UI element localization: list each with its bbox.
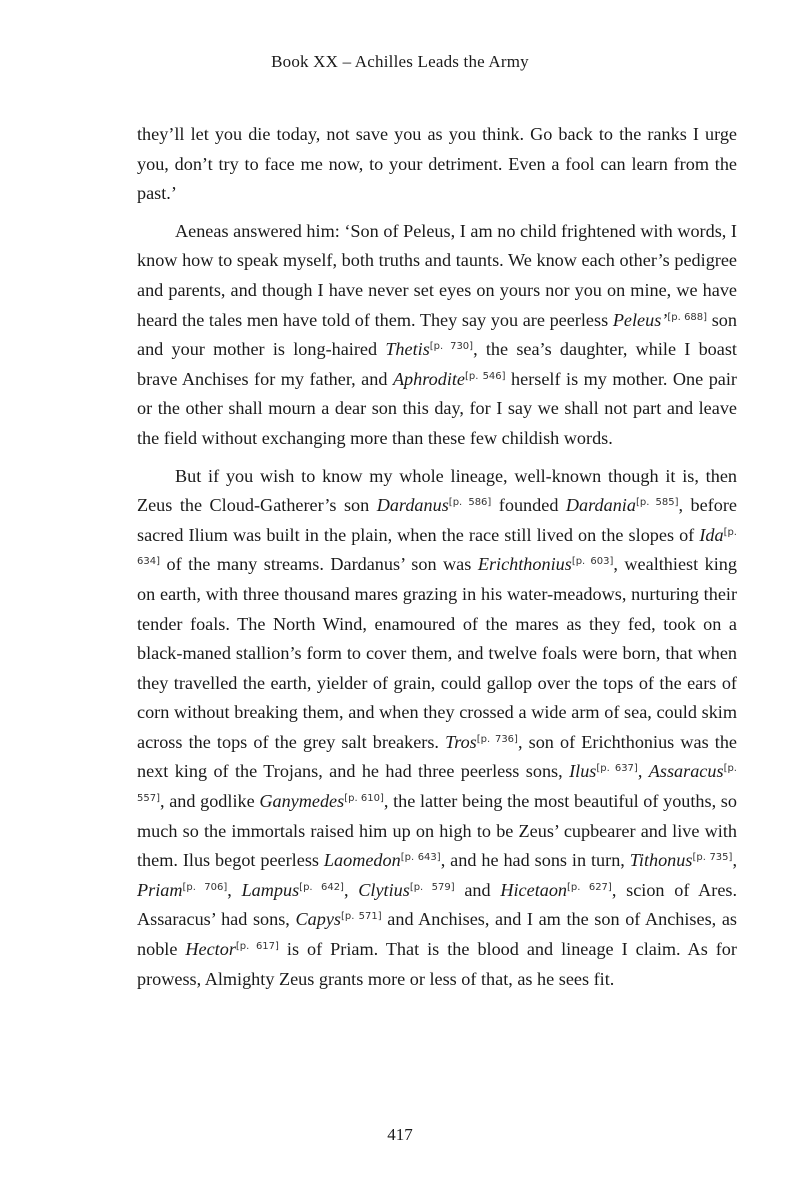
paragraph — [137, 217, 737, 454]
proper-name: Hector — [185, 939, 236, 960]
index-page-reference: [p. 586] — [448, 497, 492, 509]
body-text — [137, 120, 737, 1002]
text-run: , and godlike — [160, 791, 260, 812]
index-page-reference: [p. 603] — [571, 556, 614, 568]
index-page-reference: [p. 571] — [340, 911, 382, 923]
text-run: But if you wish to know my whole lineage, well-known though it is, then Zeus the Cloud-Gatherer’s son — [137, 465, 737, 516]
proper-name: Hicetaon — [500, 879, 568, 900]
text-run: , — [732, 850, 737, 871]
text-run: herself is my mother. One pair or the other shall mourn a dear son this day, for I say we shall not part and leave the field without exchanging more than these few childish words. — [137, 368, 737, 448]
text-run: founded — [491, 495, 566, 516]
text-run: and — [454, 879, 501, 900]
proper-name: Tithonus — [629, 850, 693, 871]
proper-name: Tros — [445, 731, 477, 752]
proper-name: Dardanus — [376, 495, 449, 516]
text-run: , and he had sons in turn, — [440, 850, 630, 871]
index-page-reference: [p. 642] — [299, 881, 344, 893]
index-page-reference: [p. 546] — [465, 370, 506, 382]
proper-name: Assaracus — [648, 761, 724, 782]
proper-name: Peleus’ — [612, 309, 668, 330]
text-run: son and your mother is long-haired — [137, 309, 737, 360]
text-run: they’ll let you die today, not save you as you think. Go back to the ranks I urge you, don’t try to face me now, to your detriment. Even a fool can learn from the past.’ — [137, 124, 737, 204]
text-run: , — [343, 879, 359, 900]
proper-name: Priam — [137, 879, 183, 900]
index-page-reference: [p. 643] — [400, 852, 441, 864]
text-run: , — [637, 761, 649, 782]
paragraph — [137, 462, 737, 995]
text-run: , the sea’s daughter, while I boast brave Anchises for my father, and — [137, 339, 737, 389]
paragraph — [137, 120, 737, 209]
proper-name: Erichthonius — [477, 554, 572, 575]
text-run: and Anchises, and I am the son of Anchises, as noble — [137, 909, 737, 960]
page-number: 417 — [387, 1125, 413, 1144]
running-header: Book XX – Achilles Leads the Army — [271, 52, 529, 71]
proper-name: Ida — [699, 524, 724, 545]
text-run: Aeneas answered him: ‘Son of Peleus, I am no child frightened with words, I know how to speak myself, both truths and taunts. We know each other’s pedigree and parents, and though I have never set eyes on yours nor you on mine, we have heard the tales men have told of them. They say you are peerless — [137, 220, 737, 330]
text-run: , son of Erichthonius was the next king of the Trojans, and he had three peerless sons, — [137, 731, 737, 782]
text-run: of the many streams. Dardanus’ son was — [160, 554, 478, 575]
index-page-reference: [p. 736] — [476, 733, 518, 745]
proper-name: Dardania — [565, 495, 636, 516]
index-page-reference: [p. 730] — [429, 341, 474, 353]
index-page-reference: [p. 735] — [692, 852, 733, 864]
proper-name: Clytius — [358, 879, 410, 900]
text-run: , the latter being the most beautiful of youths, so much so the immortals raised him up on high to be Zeus’ cupbearer and live with them. Ilus begot peerless — [137, 791, 737, 871]
proper-name: Ganymedes — [259, 791, 345, 812]
index-page-reference: [p. 637] — [596, 763, 638, 775]
index-page-reference: [p. 627] — [567, 881, 612, 893]
index-page-reference: [p. 557] — [137, 763, 737, 805]
proper-name: Laomedon — [323, 850, 401, 871]
proper-name: Thetis — [385, 339, 430, 360]
index-page-reference: [p. 706] — [182, 881, 228, 893]
index-page-reference: [p. 617] — [235, 941, 279, 953]
proper-name: Aphrodite — [392, 368, 466, 389]
index-page-reference: [p. 585] — [635, 497, 679, 509]
text-run: , wealthiest king on earth, with three thousand mares grazing in his water-meadows, nurturing their tender foals. The North Wind, enamoured of the mares as they fed, took on a black-maned stallion’s form to cover them, and twelve foals were born, that when they travelled the earth, yielder of grain, could gallop over the tops of the ears of corn without breaking them, and when they crossed a wide arm of sea, could skim across the tops of the grey salt breakers. — [137, 554, 737, 752]
proper-name: Capys — [295, 909, 341, 930]
index-page-reference: [p. 610] — [344, 793, 384, 805]
text-run: , — [227, 879, 242, 900]
text-run: , before sacred Ilium was built in the plain, when the race still lived on the slopes of — [137, 495, 737, 545]
index-page-reference: [p. 688] — [667, 311, 708, 323]
proper-name: Ilus — [569, 761, 597, 782]
index-page-reference: [p. 634] — [137, 526, 737, 568]
proper-name: Lampus — [241, 879, 300, 900]
text-run: , scion of Ares. Assaracus’ had sons, — [137, 879, 738, 930]
text-run: is of Priam. That is the blood and lineage I claim. As for prowess, Almighty Zeus grants more or less of that, as he sees fit. — [137, 939, 737, 989]
index-page-reference: [p. 579] — [409, 881, 455, 893]
